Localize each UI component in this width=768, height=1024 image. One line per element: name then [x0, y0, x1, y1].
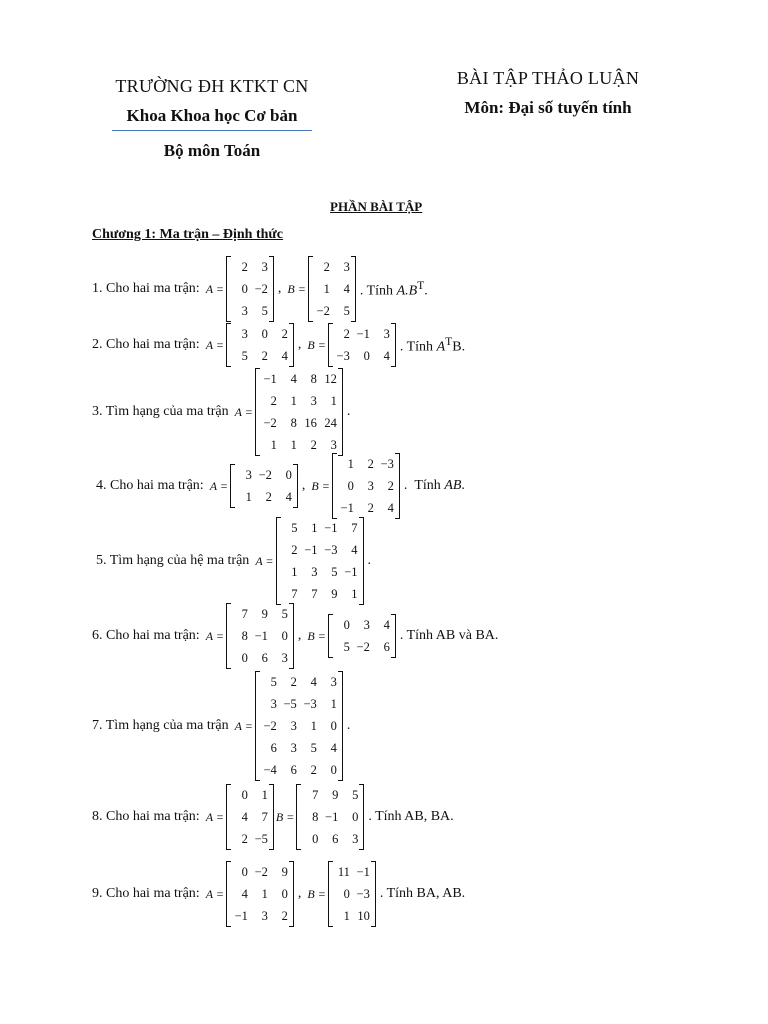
- matrix-cell: 5: [310, 740, 317, 755]
- university-name: TRƯỜNG ĐH KTKT CN: [115, 76, 309, 96]
- matrix-cell: 0: [261, 326, 268, 341]
- problem-label: 1. Cho hai ma trận:: [92, 281, 200, 296]
- matrix-cell: −1: [263, 371, 277, 386]
- matrix-cell: −3: [380, 456, 394, 471]
- problem-6: [92, 603, 498, 669]
- matrix-a: [226, 603, 294, 669]
- matrix-cell: 9: [281, 864, 288, 879]
- matrix-name: B =: [311, 478, 330, 493]
- matrix-name: B =: [307, 337, 326, 352]
- matrix-cell: −4: [263, 762, 277, 777]
- matrix-cell: 0: [312, 831, 319, 846]
- matrix-cell: 4: [290, 371, 297, 386]
- matrix-cell: 6: [270, 740, 277, 755]
- separator: ,: [301, 478, 306, 493]
- matrix-name: B =: [287, 281, 306, 296]
- matrix-cell: 3: [383, 326, 390, 341]
- matrix-cell: −1: [325, 809, 339, 824]
- matrix-cell: −1: [356, 864, 370, 879]
- matrix-cell: 2: [310, 762, 317, 777]
- expression: A: [436, 339, 446, 355]
- matrix-cell: 4: [343, 281, 350, 296]
- matrix-cell: 3: [241, 303, 248, 318]
- period: .: [367, 553, 372, 568]
- matrix-cell: 0: [352, 809, 359, 824]
- matrix-cell: 5: [352, 787, 359, 802]
- matrix-cell: 0: [343, 886, 350, 901]
- matrix-cell: 3: [261, 259, 268, 274]
- problem-label: 3. Tìm hạng của ma trận: [92, 404, 229, 419]
- matrix-cell: 3: [281, 650, 288, 665]
- separator: ,: [277, 281, 282, 296]
- matrix-cell: 1: [323, 281, 330, 296]
- matrix-cell: 5: [331, 564, 338, 579]
- matrix-name: A =: [234, 404, 253, 419]
- transpose-mark: T: [417, 278, 425, 292]
- problem-8: [92, 784, 454, 850]
- matrix-cell: 4: [383, 617, 390, 632]
- matrix-cell: 3: [330, 437, 337, 452]
- matrix-a: [276, 517, 364, 605]
- matrix-b: [328, 861, 376, 927]
- matrix-cell: 5: [270, 674, 277, 689]
- matrix-cell: 4: [330, 740, 337, 755]
- matrix-cell: 2: [281, 908, 288, 923]
- subject-name: Môn: Đại số tuyến tính: [464, 98, 632, 117]
- transpose-mark: T: [445, 334, 453, 348]
- problem-task: . Tính AB, BA.: [368, 809, 454, 824]
- matrix-cell: 2: [261, 348, 268, 363]
- matrix-cell: 1: [330, 393, 337, 408]
- matrix-name: A =: [205, 628, 224, 643]
- matrix-a: [230, 464, 298, 508]
- matrix-cell: 4: [281, 348, 288, 363]
- matrix-cell: 2: [323, 259, 330, 274]
- matrix-cell: 6: [290, 762, 297, 777]
- matrix-cell: −3: [324, 542, 338, 557]
- matrix-b: [332, 453, 400, 519]
- matrix-cell: 3: [310, 393, 317, 408]
- separator: ,: [297, 628, 302, 643]
- matrix-cell: 12: [324, 371, 337, 386]
- problem-7: [92, 671, 350, 781]
- problem-5: [96, 517, 371, 605]
- matrix-name: A =: [209, 478, 228, 493]
- matrix-cell: 3: [352, 831, 359, 846]
- matrix-cell: 1: [347, 456, 354, 471]
- matrix-cell: 5: [241, 348, 248, 363]
- matrix-cell: 1: [351, 586, 358, 601]
- matrix-cell: −2: [316, 303, 330, 318]
- matrix-cell: 4: [351, 542, 358, 557]
- matrix-cell: 2: [270, 393, 277, 408]
- matrix-cell: 5: [343, 639, 350, 654]
- matrix-cell: 3: [367, 478, 374, 493]
- matrix-cell: 2: [241, 831, 248, 846]
- matrix-cell: −2: [263, 415, 277, 430]
- faculty-name: Khoa Khoa học Cơ bản: [126, 106, 298, 125]
- matrix-cell: −3: [303, 696, 317, 711]
- document-title: BÀI TẬP THẢO LUẬN: [456, 68, 640, 88]
- problem-label: 5. Tìm hạng của hệ ma trận: [96, 553, 250, 568]
- matrix-a: [255, 368, 343, 456]
- matrix-cell: 4: [241, 886, 248, 901]
- section-title: PHẦN BÀI TẬP: [330, 199, 423, 214]
- matrix-cell: 7: [351, 520, 358, 535]
- matrix-cell: 3: [290, 718, 297, 733]
- matrix-name: A =: [205, 337, 224, 352]
- matrix-cell: −2: [258, 467, 272, 482]
- matrix-cell: 1: [261, 886, 268, 901]
- matrix-cell: −5: [283, 696, 297, 711]
- matrix-cell: 24: [324, 415, 337, 430]
- header-course: [430, 68, 666, 118]
- matrix-cell: 2: [343, 326, 350, 341]
- matrix-cell: −2: [356, 639, 370, 654]
- matrix-cell: 9: [261, 606, 268, 621]
- matrix-b: [296, 784, 364, 850]
- matrix-cell: 3: [330, 674, 337, 689]
- matrix-cell: −5: [254, 831, 268, 846]
- matrix-cell: 2: [291, 542, 298, 557]
- matrix-b: [328, 614, 396, 658]
- matrix-name: B =: [307, 628, 326, 643]
- problem-task: . Tính AB.: [403, 478, 465, 493]
- matrix-cell: 4: [383, 348, 390, 363]
- matrix-cell: 6: [332, 831, 339, 846]
- problem-2: [92, 323, 465, 367]
- matrix-cell: 11: [337, 864, 350, 879]
- matrix-cell: 2: [281, 326, 288, 341]
- matrix-cell: 0: [285, 467, 292, 482]
- matrix-cell: 9: [332, 787, 339, 802]
- matrix-a: [226, 784, 274, 850]
- matrix-cell: 4: [241, 809, 248, 824]
- matrix-cell: −1: [304, 542, 318, 557]
- matrix-cell: 1: [310, 718, 317, 733]
- matrix-cell: 4: [285, 489, 292, 504]
- problem-label: 9. Cho hai ma trận:: [92, 886, 200, 901]
- matrix-name: A =: [255, 553, 274, 568]
- matrix-cell: −2: [254, 281, 268, 296]
- matrix-cell: 1: [291, 564, 298, 579]
- problem-9: [92, 861, 465, 927]
- matrix-cell: 2: [367, 500, 374, 515]
- matrix-cell: −1: [234, 908, 248, 923]
- matrix-cell: 7: [291, 586, 298, 601]
- matrix-cell: 8: [312, 809, 319, 824]
- matrix-name: B =: [307, 886, 326, 901]
- matrix-cell: 2: [265, 489, 272, 504]
- matrix-cell: 8: [241, 628, 248, 643]
- matrix-cell: 3: [261, 908, 268, 923]
- problem-label: 8. Cho hai ma trận:: [92, 809, 200, 824]
- matrix-cell: 1: [343, 908, 350, 923]
- problem-3: [92, 368, 350, 456]
- department-name: Bộ môn Toán: [163, 141, 261, 160]
- chapter-title: Chương 1: Ma trận – Định thức: [92, 227, 284, 242]
- problem-1: [92, 256, 428, 322]
- matrix-name: A =: [205, 886, 224, 901]
- matrix-cell: 0: [363, 348, 370, 363]
- matrix-cell: 0: [241, 864, 248, 879]
- matrix-cell: 2: [387, 478, 394, 493]
- matrix-cell: 4: [310, 674, 317, 689]
- expression-tail: B: [452, 339, 462, 355]
- matrix-cell: 4: [387, 500, 394, 515]
- matrix-cell: −3: [336, 348, 350, 363]
- matrix-name: B =: [275, 809, 295, 824]
- separator: ,: [297, 337, 302, 352]
- problem-label: 4. Cho hai ma trận:: [96, 478, 204, 493]
- matrix-cell: −1: [254, 628, 268, 643]
- matrix-a: [255, 671, 343, 781]
- matrix-cell: −1: [324, 520, 338, 535]
- matrix-name: A =: [205, 281, 224, 296]
- matrix-cell: 3: [311, 564, 318, 579]
- problem-4: [96, 453, 465, 519]
- problem-task: . Tính $A^TB$.: [399, 334, 466, 355]
- separator: ,: [297, 886, 302, 901]
- problem-label: 7. Tìm hạng của ma trận: [92, 718, 229, 733]
- matrix-cell: 7: [312, 787, 319, 802]
- matrix-cell: 0: [343, 617, 350, 632]
- matrix-cell: 0: [347, 478, 354, 493]
- divider: [112, 130, 312, 131]
- matrix-cell: 1: [330, 696, 337, 711]
- matrix-cell: 1: [261, 787, 268, 802]
- matrix-cell: 7: [241, 606, 248, 621]
- matrix-cell: −1: [340, 500, 354, 515]
- matrix-a: [226, 256, 274, 322]
- matrix-cell: 5: [343, 303, 350, 318]
- matrix-cell: 1: [290, 437, 297, 452]
- matrix-cell: 0: [281, 886, 288, 901]
- matrix-cell: 8: [310, 371, 317, 386]
- matrix-cell: 1: [311, 520, 318, 535]
- matrix-cell: 3: [241, 326, 248, 341]
- matrix-cell: 7: [261, 809, 268, 824]
- matrix-cell: 9: [331, 586, 338, 601]
- matrix-cell: 5: [281, 606, 288, 621]
- matrix-cell: −1: [344, 564, 358, 579]
- matrix-cell: −2: [263, 718, 277, 733]
- header-institution: [92, 76, 332, 161]
- problem-task: . Tính BA, AB.: [379, 886, 466, 901]
- period: .: [346, 718, 351, 733]
- matrix-cell: 0: [241, 650, 248, 665]
- matrix-cell: 2: [367, 456, 374, 471]
- problem-task: . Tính $A.B^T$.: [359, 278, 428, 299]
- matrix-cell: 5: [261, 303, 268, 318]
- expression: AB: [444, 478, 462, 493]
- matrix-b: [308, 256, 356, 322]
- matrix-cell: 0: [241, 281, 248, 296]
- period: .: [346, 404, 351, 419]
- matrix-cell: −3: [356, 886, 370, 901]
- matrix-cell: 0: [281, 628, 288, 643]
- matrix-cell: 0: [330, 762, 337, 777]
- matrix-cell: −1: [356, 326, 370, 341]
- matrix-cell: 1: [270, 437, 277, 452]
- matrix-a: [226, 861, 294, 927]
- matrix-cell: 3: [363, 617, 370, 632]
- matrix-cell: 8: [290, 415, 297, 430]
- expression: A.B: [396, 283, 418, 299]
- matrix-cell: 2: [241, 259, 248, 274]
- matrix-cell: 6: [261, 650, 268, 665]
- matrix-cell: 3: [343, 259, 350, 274]
- matrix-cell: 0: [330, 718, 337, 733]
- matrix-cell: 5: [291, 520, 298, 535]
- matrix-cell: 1: [290, 393, 297, 408]
- matrix-cell: 16: [304, 415, 317, 430]
- matrix-a: [226, 323, 294, 367]
- matrix-name: A =: [234, 718, 253, 733]
- matrix-cell: −2: [254, 864, 268, 879]
- problem-task: . Tính AB và BA.: [399, 628, 499, 643]
- matrix-name: A =: [205, 809, 224, 824]
- matrix-cell: 3: [270, 696, 277, 711]
- matrix-cell: 10: [357, 908, 370, 923]
- matrix-cell: 3: [290, 740, 297, 755]
- matrix-b: [328, 323, 396, 367]
- matrix-cell: 7: [311, 586, 318, 601]
- matrix-cell: 6: [383, 639, 390, 654]
- matrix-cell: 2: [310, 437, 317, 452]
- matrix-cell: 1: [245, 489, 252, 504]
- matrix-cell: 0: [241, 787, 248, 802]
- problem-label: 2. Cho hai ma trận:: [92, 337, 200, 352]
- matrix-cell: 2: [290, 674, 297, 689]
- matrix-cell: 3: [245, 467, 252, 482]
- problem-label: 6. Cho hai ma trận:: [92, 628, 200, 643]
